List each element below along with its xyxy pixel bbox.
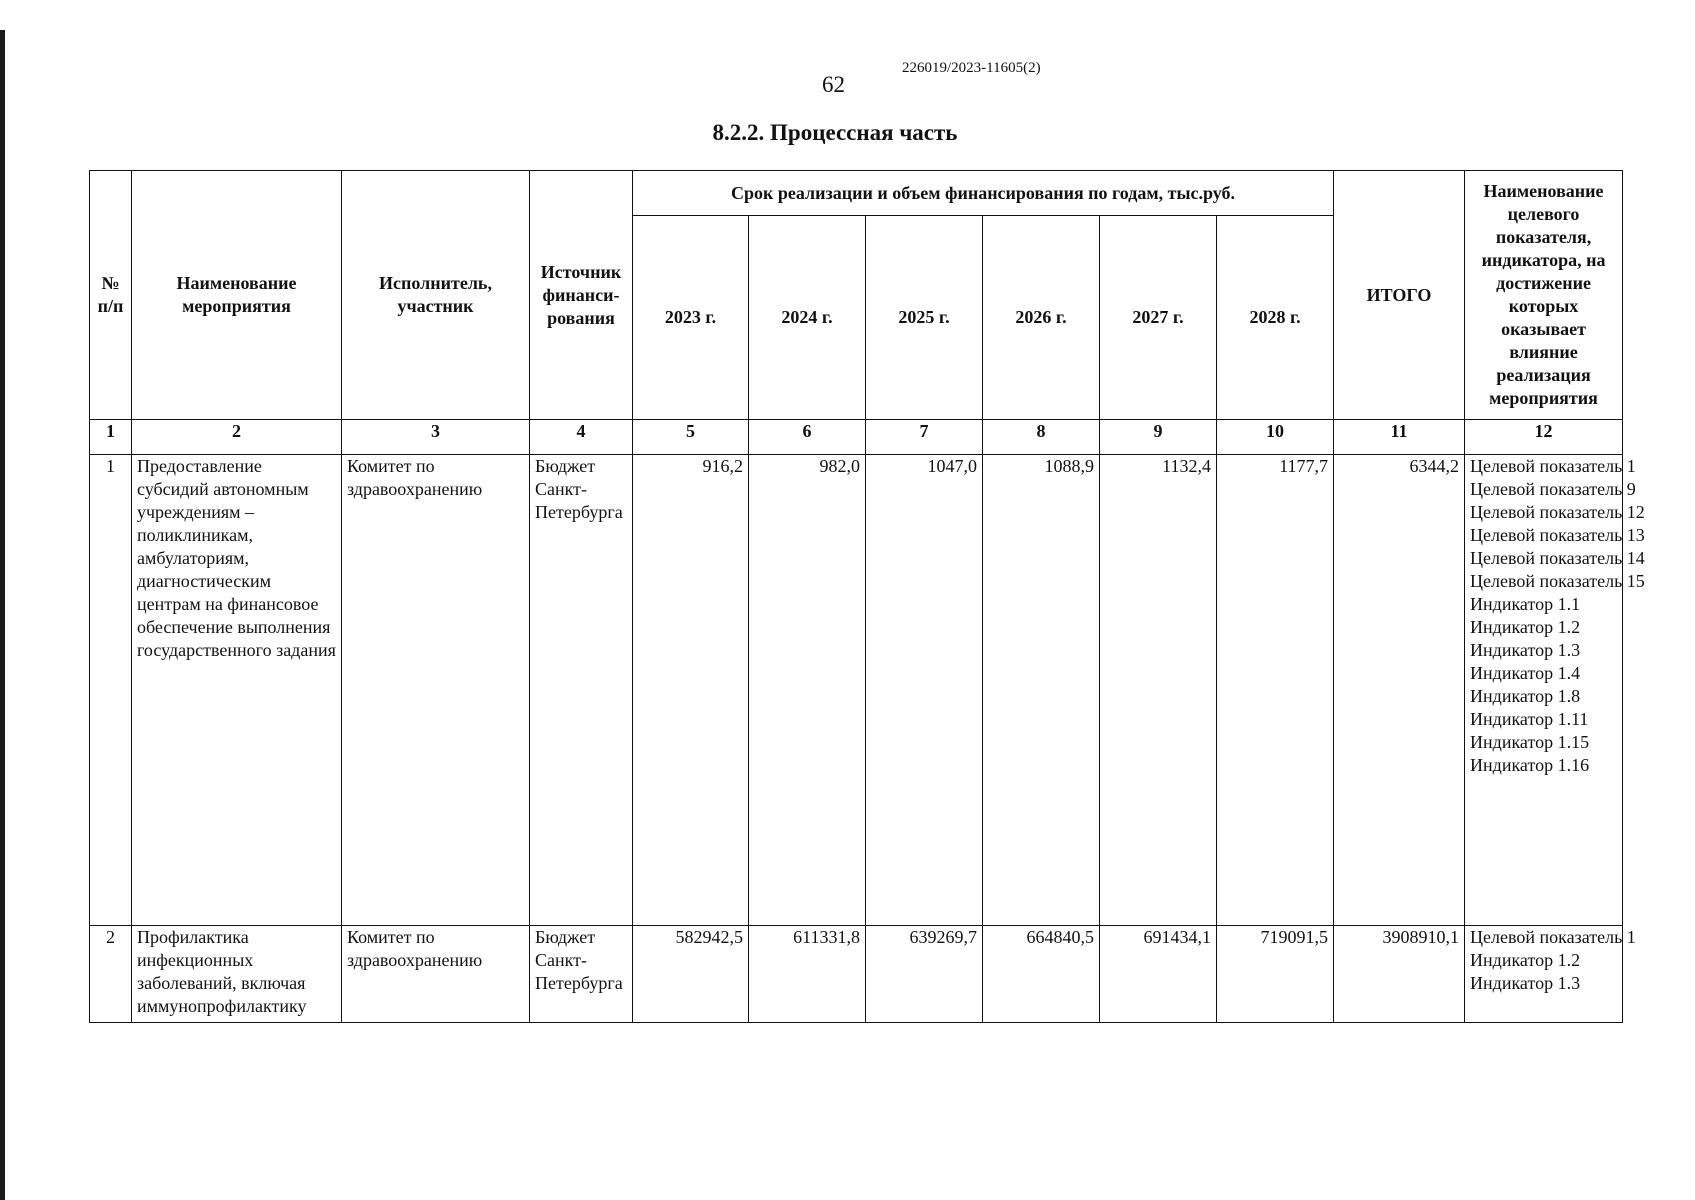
page-number: 62 [822, 72, 845, 97]
column-number: 1 [90, 420, 132, 455]
header-period-funding: Срок реализации и объем финансирования по годам, тыс.руб. [633, 171, 1334, 216]
column-number: 11 [1334, 420, 1465, 455]
column-number: 5 [633, 420, 749, 455]
document-registration-number: 226019/2023-11605(2) [902, 60, 1041, 76]
year-value: 1132,4 [1100, 455, 1217, 926]
indicator-item: Индикатор 1.8 [1470, 686, 1581, 706]
header-year: 2026 г. [983, 216, 1100, 420]
indicator-item: Индикатор 1.2 [1470, 617, 1581, 637]
header-executor: Исполнитель, участник [342, 171, 530, 420]
column-number: 6 [749, 420, 866, 455]
table-row [90, 926, 1623, 1023]
activity-name: Профилактика инфекционных заболеваний, включая иммунопрофилактику [132, 926, 342, 1023]
year-value: 639269,7 [866, 926, 983, 1023]
header-no: № п/п [90, 171, 132, 420]
column-number: 9 [1100, 420, 1217, 455]
indicator-item: Индикатор 1.1 [1470, 594, 1581, 614]
header-total: ИТОГО [1334, 171, 1465, 420]
year-value: 691434,1 [1100, 926, 1217, 1023]
indicator-item: Индикатор 1.15 [1470, 732, 1590, 752]
activity-name: Предоставление субсидий автономным учреждениям – поликлиникам, амбулаториям, диагностическим центрам на финансовое обеспечение выполнения государственного задания [132, 455, 342, 926]
indicator-list [1465, 455, 1645, 926]
indicator-item: Индикатор 1.16 [1470, 755, 1590, 775]
year-value: 1177,7 [1217, 455, 1334, 926]
indicator-item: Целевой показатель 1 [1470, 927, 1636, 947]
year-value: 664840,5 [983, 926, 1100, 1023]
header-activity-name: Наименование мероприятия [132, 171, 342, 420]
header-indicator: Наименование целевого показателя, индикатора, на достижение которых оказывает влияние реализация мероприятия [1465, 171, 1623, 420]
funding-source: Бюджет Санкт-Петербурга [530, 926, 633, 1023]
row-number: 2 [90, 926, 132, 1023]
indicator-item: Индикатор 1.3 [1470, 640, 1581, 660]
indicator-list [1465, 926, 1636, 1023]
indicator-item: Индикатор 1.2 [1470, 950, 1581, 970]
funding-source: Бюджет Санкт-Петербурга [530, 455, 633, 926]
table-row [90, 455, 1623, 926]
header-year: 2024 г. [749, 216, 866, 420]
indicator-item: Индикатор 1.11 [1470, 709, 1589, 729]
year-value: 719091,5 [1217, 926, 1334, 1023]
executor: Комитет по здравоохранению [342, 926, 530, 1023]
row-number: 1 [90, 455, 132, 926]
indicator-item: Целевой показатель 9 [1470, 479, 1636, 499]
year-value: 982,0 [749, 455, 866, 926]
header-year: 2028 г. [1217, 216, 1334, 420]
executor: Комитет по здравоохранению [342, 455, 530, 926]
header-funding-source: Источник финанси-рования [530, 171, 633, 420]
table-header-row [90, 171, 1623, 216]
column-number: 3 [342, 420, 530, 455]
column-number: 12 [1465, 420, 1623, 455]
indicator-item: Целевой показатель 14 [1470, 548, 1645, 568]
indicator-item: Индикатор 1.3 [1470, 973, 1581, 993]
header-year: 2023 г. [633, 216, 749, 420]
column-number: 7 [866, 420, 983, 455]
indicator-item: Индикатор 1.4 [1470, 663, 1581, 683]
header-year: 2027 г. [1100, 216, 1217, 420]
scan-edge [0, 30, 5, 1200]
year-value: 611331,8 [749, 926, 866, 1023]
column-number: 10 [1217, 420, 1334, 455]
year-value: 916,2 [633, 455, 749, 926]
total-value: 3908910,1 [1334, 926, 1465, 1023]
column-number: 8 [983, 420, 1100, 455]
year-value: 582942,5 [633, 926, 749, 1023]
column-numbers-row [90, 420, 1623, 455]
section-title: 8.2.2. Процессная часть [712, 120, 958, 145]
process-table [89, 170, 1645, 1023]
indicator-item: Целевой показатель 1 [1470, 456, 1636, 476]
indicator-item: Целевой показатель 15 [1470, 571, 1645, 591]
total-value: 6344,2 [1334, 455, 1465, 926]
year-value: 1047,0 [866, 455, 983, 926]
column-number: 4 [530, 420, 633, 455]
year-value: 1088,9 [983, 455, 1100, 926]
header-year: 2025 г. [866, 216, 983, 420]
indicator-item: Целевой показатель 12 [1470, 502, 1645, 522]
column-number: 2 [132, 420, 342, 455]
indicator-item: Целевой показатель 13 [1470, 525, 1645, 545]
